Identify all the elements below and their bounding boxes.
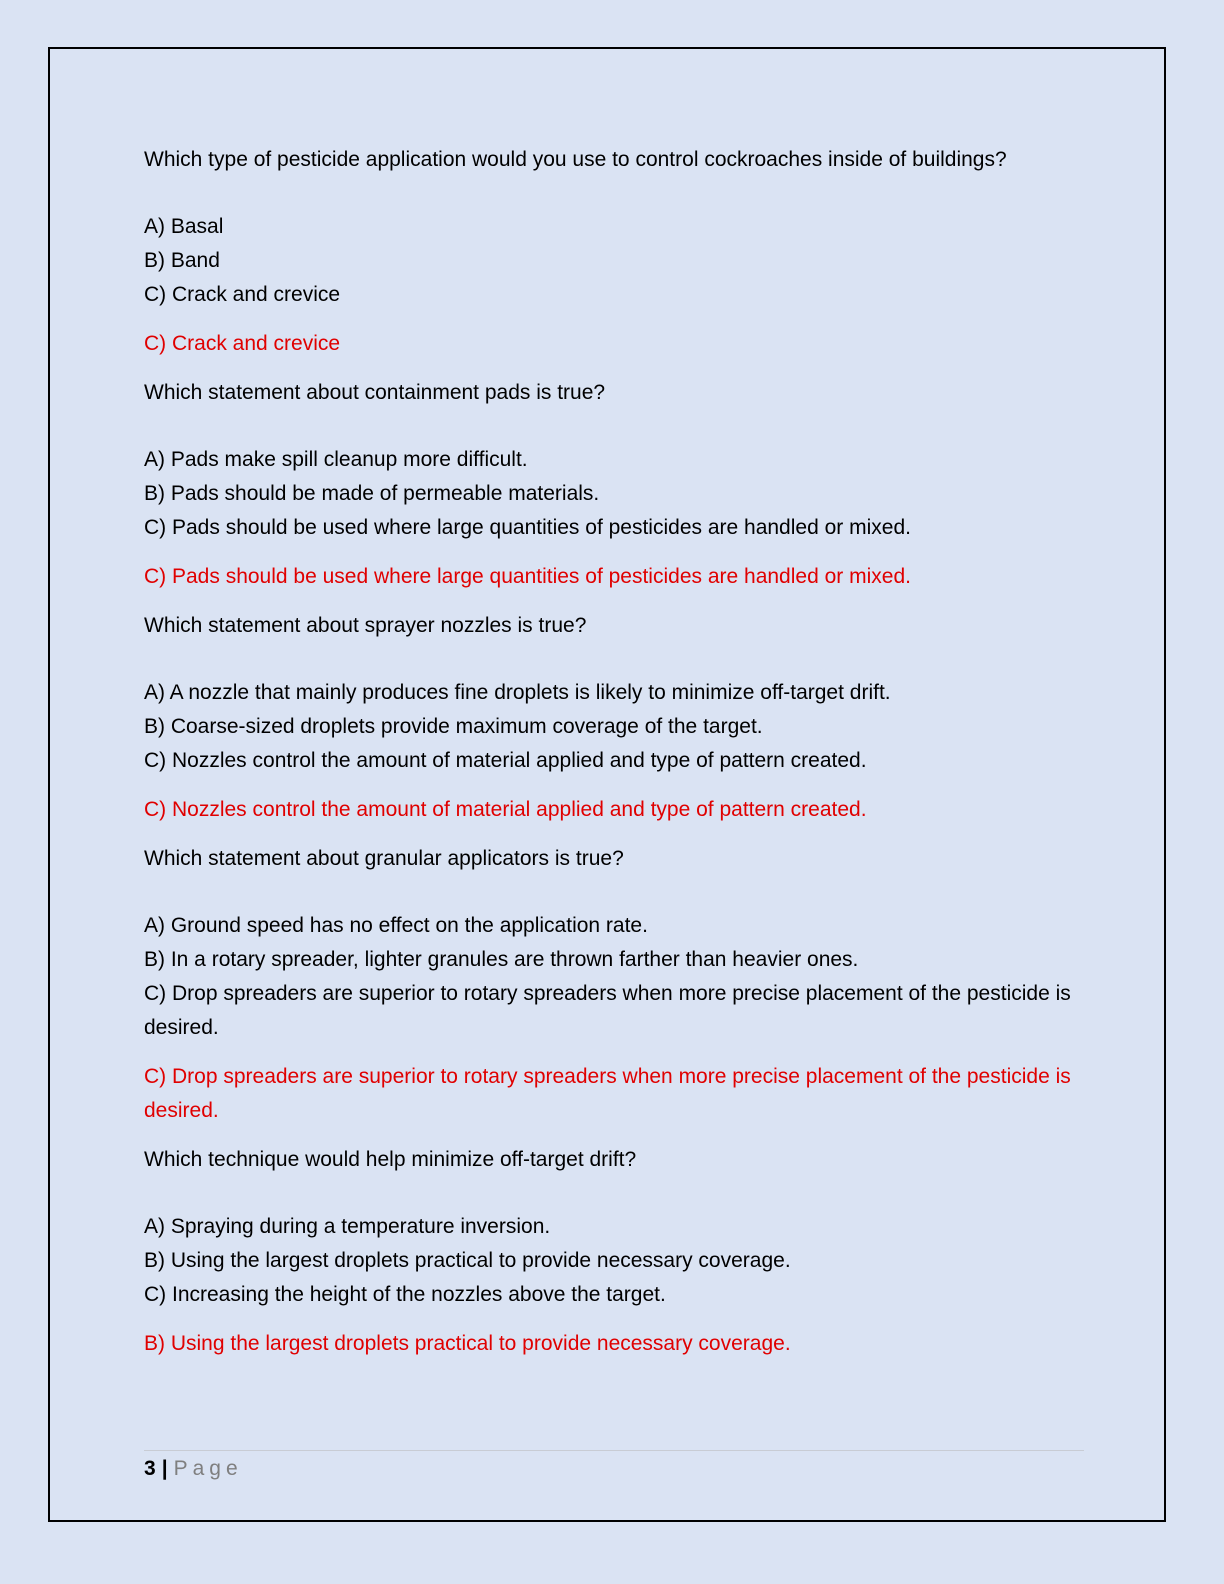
- footer-separator: |: [161, 1457, 168, 1480]
- option-c: C) Increasing the height of the nozzles above the target.: [144, 1283, 666, 1306]
- question-block-3: [144, 609, 1084, 827]
- question-block-4: [144, 842, 1084, 1128]
- question-text: Which type of pesticide application would you use to control cockroaches inside of buildings?: [144, 148, 1007, 171]
- document-body: [144, 143, 1084, 1376]
- question-block-1: [144, 143, 1084, 361]
- option-c: C) Crack and crevice: [144, 283, 341, 306]
- option-b: B) Pads should be made of permeable materials.: [144, 482, 600, 505]
- question-text: Which technique would help minimize off-target drift?: [144, 1148, 637, 1171]
- correct-answer: C) Nozzles control the amount of material applied and type of pattern created.: [144, 798, 867, 821]
- option-a: A) Pads make spill cleanup more difficult.: [144, 448, 528, 471]
- question-text: Which statement about granular applicators is true?: [144, 847, 624, 870]
- question-text: Which statement about containment pads is true?: [144, 381, 606, 404]
- option-b: B) Coarse-sized droplets provide maximum coverage of the target.: [144, 715, 763, 738]
- question-text: Which statement about sprayer nozzles is true?: [144, 614, 587, 637]
- option-a: A) Basal: [144, 215, 224, 238]
- page-footer: [144, 1454, 243, 1484]
- footer-divider: [144, 1450, 1084, 1451]
- correct-answer: C) Drop spreaders are superior to rotary spreaders when more precise placement of the pesticide is desired.: [144, 1065, 1071, 1122]
- correct-answer: C) Pads should be used where large quantities of pesticides are handled or mixed.: [144, 565, 911, 588]
- option-c: C) Pads should be used where large quantities of pesticides are handled or mixed.: [144, 516, 911, 539]
- correct-answer: B) Using the largest droplets practical to provide necessary coverage.: [144, 1332, 791, 1355]
- option-a: A) Ground speed has no effect on the application rate.: [144, 914, 648, 937]
- option-b: B) In a rotary spreader, lighter granules are thrown farther than heavier ones.: [144, 948, 859, 971]
- option-c: C) Nozzles control the amount of material applied and type of pattern created.: [144, 749, 867, 772]
- option-b: B) Band: [144, 249, 220, 272]
- option-a: A) Spraying during a temperature inversion.: [144, 1215, 551, 1238]
- page-label: Page: [173, 1457, 243, 1480]
- question-block-5: [144, 1143, 1084, 1361]
- question-block-2: [144, 376, 1084, 594]
- page-number: 3: [144, 1457, 156, 1480]
- option-c: C) Drop spreaders are superior to rotary spreaders when more precise placement of the pesticide is desired.: [144, 982, 1071, 1039]
- option-a: A) A nozzle that mainly produces fine droplets is likely to minimize off-target drift.: [144, 681, 891, 704]
- option-b: B) Using the largest droplets practical to provide necessary coverage.: [144, 1249, 791, 1272]
- correct-answer: C) Crack and crevice: [144, 332, 341, 355]
